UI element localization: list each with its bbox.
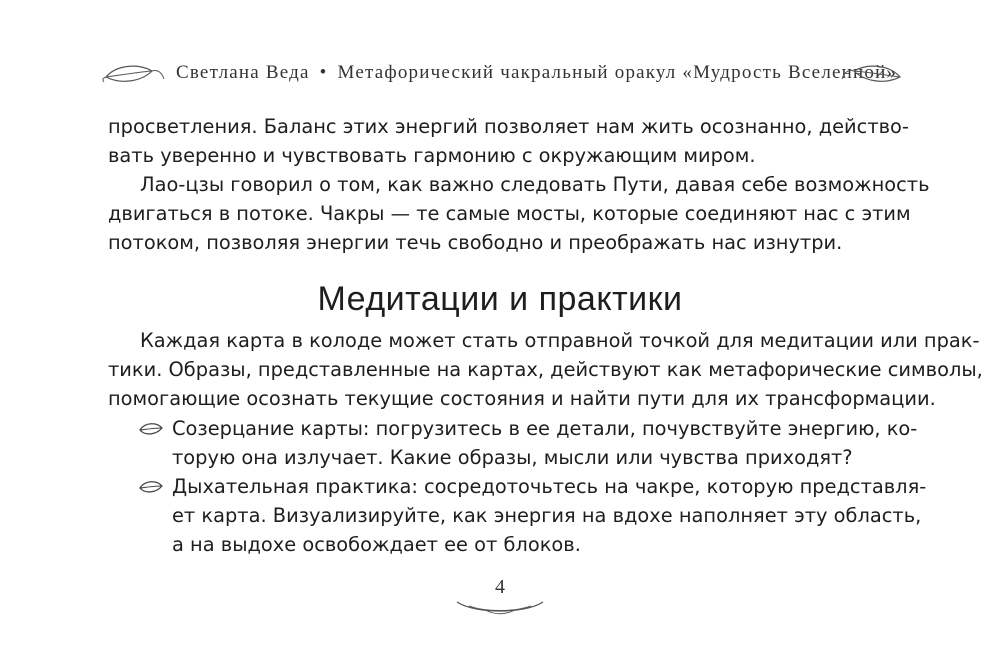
text-line: Лао-цзы говорил о том, как важно следовать Пути, давая себе возможность [140, 173, 930, 196]
text-line: торую она излучает. Какие образы, мысли или чувства приходят? [172, 446, 853, 469]
footer-leaf-ornament-icon [455, 598, 545, 620]
text-line: тики. Образы, представленные на картах, действуют как метафорические символы, [108, 358, 983, 381]
text-line: Созерцание карты: погрузитесь в ее детали, почувствуйте энергию, ко- [172, 417, 918, 440]
text-line: потоком, позволяя энергии течь свободно и преображать нас изнутри. [108, 231, 843, 254]
leaf-icon [138, 479, 164, 495]
text-line: вать уверенно и чувствовать гармонию с окружающим миром. [108, 144, 756, 167]
text-line: а на выдохе освобождает ее от блоков. [172, 533, 581, 556]
text-line: двигаться в потоке. Чакры — те самые мосты, которые соединяют нас с этим [108, 202, 911, 225]
paragraph [108, 170, 930, 257]
page-number: 4 [495, 576, 505, 598]
text-line: помогающие осознать текущие состояния и найти пути для их трансформации. [108, 387, 936, 410]
list-item [140, 414, 918, 472]
text-line: Дыхательная практика: сосредоточьтесь на чакре, которую представля- [172, 475, 927, 498]
leaf-ornament-icon [840, 60, 904, 90]
text-line: Каждая карта в колоде может стать отправной точкой для медитации или прак- [140, 329, 980, 352]
section-heading: Медитации и практики [317, 280, 683, 318]
header-separator: • [319, 62, 328, 83]
running-header [96, 58, 904, 92]
text-line: просветления. Баланс этих энергий позволяет нам жить осознанно, действо- [108, 115, 909, 138]
paragraph [108, 326, 983, 413]
paragraph [108, 112, 909, 170]
list-item [140, 472, 927, 559]
text-line: ет карта. Визуализируйте, как энергия на вдохе наполняет эту область, [172, 504, 922, 527]
header-book-title: Метафорический чакральный оракул «Мудрость Вселенной» [337, 62, 898, 83]
header-text [176, 62, 898, 84]
leaf-ornament-icon [102, 60, 166, 90]
leaf-icon [138, 421, 164, 437]
header-author: Светлана Веда [176, 62, 310, 83]
